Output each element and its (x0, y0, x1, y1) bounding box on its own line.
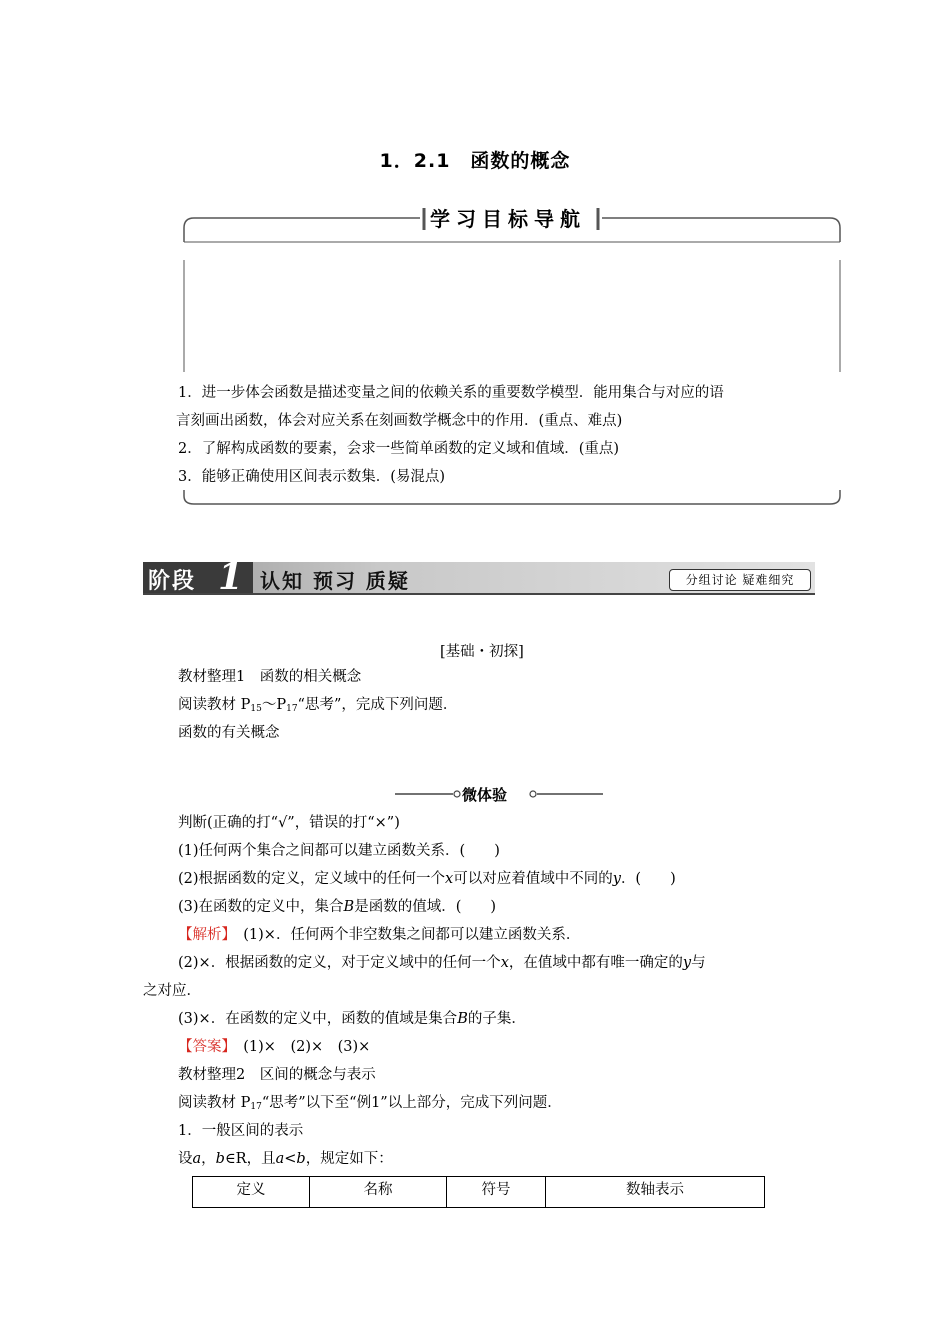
material1-concept: 函数的有关概念 (178, 725, 280, 741)
stage-title: 认知 预习 质疑 (260, 569, 410, 593)
question-3: (3)在函数的定义中，集合B是函数的值域．( ) (178, 899, 497, 915)
table-header: 名称 (310, 1177, 447, 1208)
table-header: 定义 (193, 1177, 310, 1208)
goal-list (178, 379, 848, 491)
material1-read: 阅读教材 $P_{15}\sim P_{17}“$思考”，完成下列问题． (178, 697, 458, 714)
section-tag: [基础・初探] (440, 644, 524, 660)
material1-heading: 教材整理1 函数的相关概念 (178, 669, 362, 685)
goal-item: 言刻画出函数，体会对应关系在刻画数学概念中的作用．(重点、难点) (176, 413, 623, 429)
material2-read: 阅读教材 $P_{17}“$思考”以下至“例1”以上部分，完成下列问题． (178, 1095, 562, 1112)
material2-item1: 1．一般区间的表示 (178, 1123, 304, 1139)
goal-heading: 学习目标导航 (430, 207, 586, 231)
interval-table (192, 1176, 765, 1208)
table-header: 数轴表示 (546, 1177, 765, 1208)
goal-item: 2．了解构成函数的要素，会求一些简单函数的定义域和值域．(重点) (178, 441, 620, 457)
answer: 【答案】 (1)× (2)× (3)× (178, 1039, 371, 1055)
question-1: (1)任何两个集合之间都可以建立函数关系．( ) (178, 843, 500, 859)
stage-number: 1 (218, 556, 244, 598)
analysis-2-cont: 之对应． (143, 983, 201, 999)
stage-label: 阶段 (148, 569, 197, 594)
table-header: 符号 (447, 1177, 546, 1208)
goal-item: 3．能够正确使用区间表示数集．(易混点) (178, 469, 446, 485)
stage-tag: 分组讨论 疑难细究 (669, 569, 811, 591)
analysis-label: 【解析】 (178, 927, 229, 943)
analysis-3: (3)×．在函数的定义中，函数的值域是集合B的子集． (178, 1011, 526, 1027)
micro-question: 判断(正确的打“√”，错误的打“×”) (178, 815, 400, 831)
question-2: (2)根据函数的定义，定义域中的任何一个x可以对应着值域中不同的y．( ) (178, 871, 676, 887)
table-row (193, 1177, 765, 1208)
page-title: 1．2.1 函数的概念 (379, 150, 571, 172)
analysis-1: 【解析】 (1)×．任何两个非空数集之间都可以建立函数关系． (178, 927, 581, 943)
material2-heading: 教材整理2 区间的概念与表示 (178, 1067, 376, 1083)
analysis-2: (2)×．根据函数的定义，对于定义域中的任何一个x，在值域中都有唯一确定的y与 (178, 955, 706, 971)
answer-label: 【答案】 (178, 1039, 229, 1055)
material2-setup: 设a，b∈R，且a<b，规定如下： (178, 1151, 393, 1167)
micro-heading: 微体验 (462, 786, 508, 804)
goal-item: 1．进一步体会函数是描述变量之间的依赖关系的重要数学模型．能用集合与对应的语 (178, 385, 724, 401)
